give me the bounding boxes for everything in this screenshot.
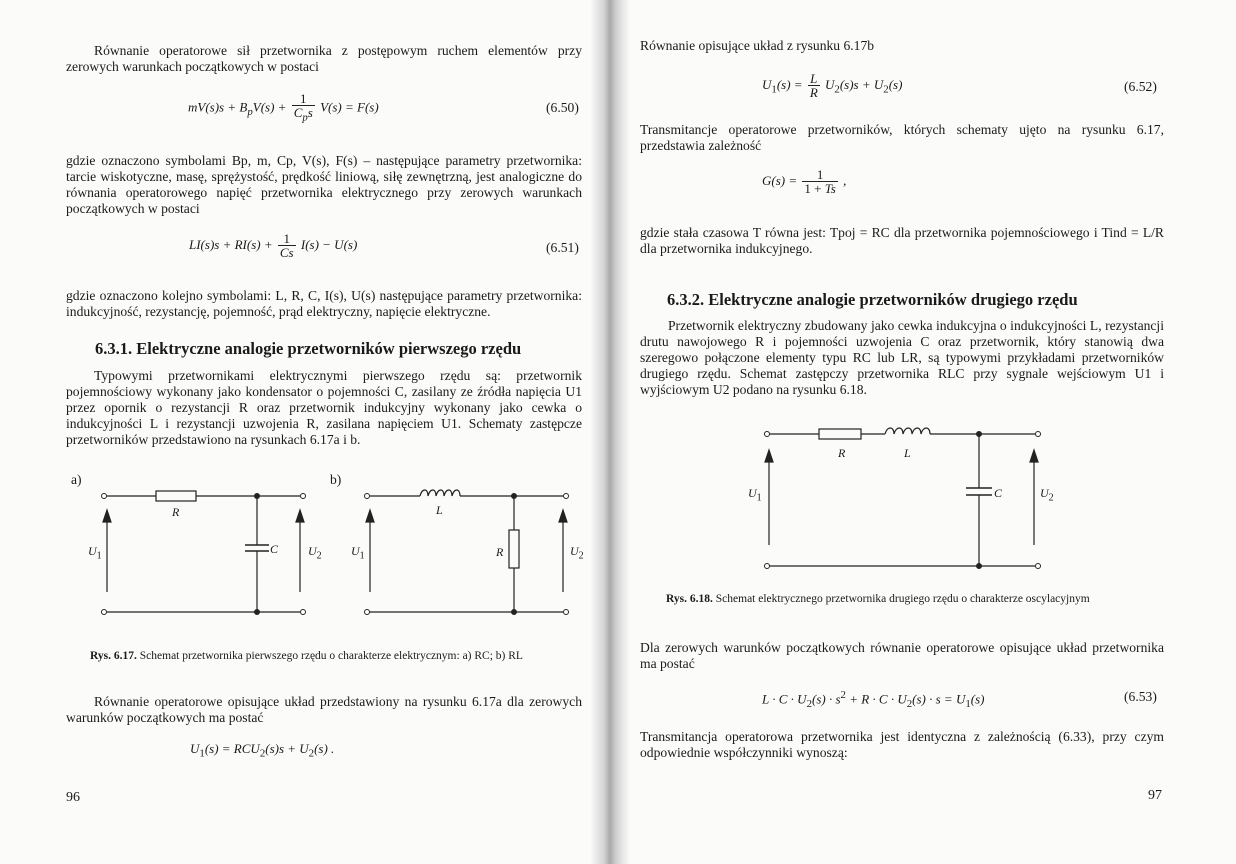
equation-6-51-number: (6.51) <box>546 240 579 255</box>
rlc-u2-label: $U_2$ <box>1040 486 1054 504</box>
right-intro: Równanie opisujące układ z rysunku 6.17b <box>640 38 875 53</box>
book-gutter <box>590 0 630 864</box>
section-heading-6-3-1: 6.3.1. Elektryczne analogie przetworników pierwszego rzędu <box>95 339 522 358</box>
inductor-l-label: L <box>436 503 443 517</box>
figure-6-17-caption: Rys. 6.17. Schemat przetwornika pierwszego rzędu o charakterze elektrycznym: a) RC; b) RL <box>90 650 523 662</box>
page-number-left: 96 <box>66 790 80 805</box>
zero-conditions-paragraph: Dla zerowych warunków początkowych równanie operatorowe opisujące układ przetwornika ma postać <box>640 640 1164 671</box>
section-6-3-2-paragraph: Przetwornik elektryczny zbudowany jako cewka indukcyjna o indukcyjności L, rezystancji drutu nawojowego R i pojemności uzwojenia C oraz przetwornik, który stanowią dwa szeregowo połączone elementy typu RC lub LR, są typowymi przykładami przetworników drugiego rzędu. Schemat zastępczy przetwornika RLC przy sygnale wejściowym U1 i wyjściowym U2 podano na rysunku 6.18. <box>640 318 1164 397</box>
resistor-r2-label: R <box>496 545 504 559</box>
time-constant-paragraph: gdzie stała czasowa T równa jest: Tpoj = RC dla przetwornika pojemnościowego i Tind = L/R dla przetwornika indukcyjnego. <box>640 225 1164 256</box>
u2-label: $U_2$ <box>308 544 322 562</box>
equation-transfer-function: G(s) = $\frac{1}{1 + Ts}$ , <box>762 167 847 196</box>
intro-paragraph: Równanie operatorowe sił przetwornika z postępowym ruchem elementów przy zerowych warunkach początkowych w postaci <box>66 43 582 74</box>
after-figure-paragraph: Równanie operatorowe opisujące układ przedstawiony na rysunku 6.17a dla zerowych warunków początkowych ma postać <box>66 694 582 725</box>
figure-a-label: a) <box>71 472 82 487</box>
equation-6-50: $mV(s)s + B_pV(s)$ + $\frac{1}{C_ps}$ V(s) = F(s) <box>188 91 379 124</box>
figure-6-18-rlc-circuit <box>0 0 1 1</box>
rlc-l-label: L <box>904 446 911 460</box>
equation-6-50-number: (6.50) <box>546 100 579 115</box>
capacitor-c-label: C <box>270 542 279 556</box>
u2-b-label: $U_2$ <box>570 544 584 562</box>
equation-6-52: $U_1(s)$ = $\frac{L}{R}$ $U_2(s)s + U_2(s)$ <box>762 71 903 100</box>
figure-6-18-caption: Rys. 6.18. Schemat elektrycznego przetwornika drugiego rzędu o charakterze oscylacyjnym <box>666 593 1090 605</box>
rlc-u1-label: $U_1$ <box>748 486 762 504</box>
equation-rc: $U_1(s) = RCU_2(s)s + U_2(s)$ . <box>190 741 335 760</box>
resistor-r-label: R <box>172 505 180 519</box>
rlc-c-label: C <box>994 486 1003 500</box>
figure-b-label: b) <box>330 472 342 487</box>
section-6-3-1-paragraph: Typowymi przetwornikami elektrycznymi pierwszego rzędu są: przetwornik pojemnościowy wykonany jako kondensator o pojemności C, zasilany ze źródła napięcia U1 przez opornik o rezystancji R oraz przetwornik indukcyjny wykonany jako cewka o indukcyjności L i rezystancji uzwojenia R, zasilana napięciem U1. Schematy zastępcze przetworników przedstawiono na rysunkach 6.17a i b. <box>66 368 582 447</box>
u1-b-label: $U_1$ <box>351 544 365 562</box>
equation-6-53-number: (6.53) <box>1124 689 1157 704</box>
page-number-right: 97 <box>1148 788 1162 803</box>
after-6-50-paragraph: gdzie oznaczono symbolami Bp, m, Cp, V(s), F(s) – następujące parametry przetwornika: tarcie wiskotyczne, masę, sprężystość, prędkość liniową, siłę zewnętrzną, jest analogiczne do równania operatorowego napięć przetwornika elektrycznego przy zerowych warunkach początkowych w postaci <box>66 153 582 216</box>
equation-6-52-number: (6.52) <box>1124 79 1157 94</box>
rlc-r-label: R <box>838 446 846 460</box>
transmittance-paragraph: Transmitancje operatorowe przetworników, których schematy ujęto na rysunku 6.17, przedstawia zależność <box>640 122 1164 153</box>
final-paragraph: Transmitancja operatorowa przetwornika jest identyczna z zależnością (6.33), przy czym odpowiednie współczynniki wynoszą: <box>640 729 1164 760</box>
equation-6-51: LI(s)s + RI(s) + $\frac{1}{Cs}$ I(s) − U(s) <box>189 231 358 260</box>
equation-6-53: $L \cdot C \cdot U_2(s) \cdot s^2 + R \cdot C \cdot U_2(s) \cdot s = U_1(s)$ <box>762 689 985 710</box>
section-heading-6-3-2: 6.3.2. Elektryczne analogie przetworników drugiego rzędu <box>667 290 1078 309</box>
after-6-51-paragraph: gdzie oznaczono kolejno symbolami: L, R, C, I(s), U(s) następujące parametry przetwornika: indukcyjność, rezystancję, pojemność, prąd elektryczny, napięcie elektryczne. <box>66 288 582 319</box>
u1-label: $U_1$ <box>88 544 102 562</box>
